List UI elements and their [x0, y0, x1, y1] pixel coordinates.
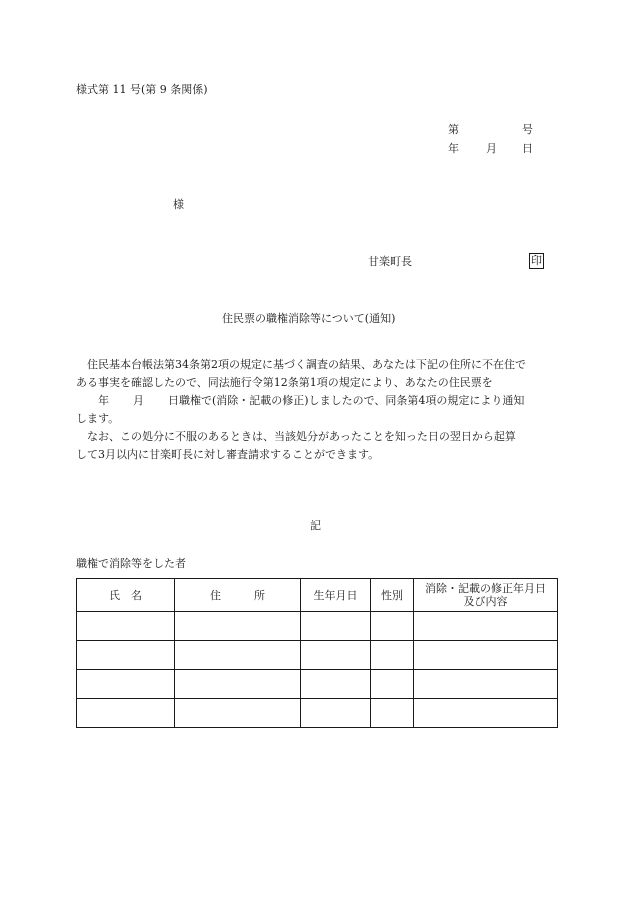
cell-name[interactable] — [77, 612, 175, 641]
cell-gender[interactable] — [371, 641, 414, 670]
date-day-label: 日 — [522, 142, 533, 155]
cell-birthdate[interactable] — [301, 641, 371, 670]
body-line-3-rest: 日職権で(消除・記載の修正)しましたので、同条第4項の規定により通知 — [168, 394, 525, 407]
date-year-label: 年 — [448, 142, 459, 155]
seal-label: 印 — [531, 254, 542, 267]
cell-action[interactable] — [414, 612, 558, 641]
body-line-6: して3月以内に甘楽町長に対し審査請求することができます。 — [76, 448, 380, 461]
table-header-row — [77, 579, 558, 612]
cell-action[interactable] — [414, 699, 558, 728]
body-line-2: ある事実を確認したので、同法施行令第12条第1項の規定により、あなたの住民票を — [76, 376, 493, 389]
cell-birthdate[interactable] — [301, 670, 371, 699]
document-number — [448, 124, 538, 136]
cell-gender[interactable] — [371, 612, 414, 641]
body-line-1: 住民基本台帳法第34条第2項の規定に基づく調査の結果、あなたは下記の住所に不在住で — [87, 358, 526, 371]
cell-name[interactable] — [77, 641, 175, 670]
body-line-3 — [76, 392, 560, 410]
addressee-suffix: 様 — [173, 198, 184, 211]
body-line-4: します。 — [76, 412, 120, 425]
header-action-line-1: 消除・記載の修正年月日 — [425, 582, 546, 595]
table-row — [77, 641, 558, 670]
cell-name[interactable] — [77, 670, 175, 699]
body-line-3-month: 月 — [133, 394, 144, 407]
cell-action[interactable] — [414, 641, 558, 670]
cell-gender[interactable] — [371, 670, 414, 699]
cell-address[interactable] — [175, 641, 301, 670]
header-birthdate: 生年月日 — [301, 579, 371, 612]
date-month-label: 月 — [486, 142, 497, 155]
header-name: 氏 名 — [77, 579, 175, 612]
header-address: 住 所 — [175, 579, 301, 612]
cell-address[interactable] — [175, 699, 301, 728]
cell-address[interactable] — [175, 612, 301, 641]
subject-title: 住民票の職権消除等について(通知) — [222, 312, 396, 325]
header-action — [414, 579, 558, 612]
table-row — [77, 612, 558, 641]
table-row — [77, 699, 558, 728]
notice-body — [76, 356, 560, 464]
body-line-3-year: 年 — [98, 394, 109, 407]
cell-name[interactable] — [77, 699, 175, 728]
table-caption: 職権で消除等をした者 — [76, 557, 186, 570]
header-action-line-2: 及び内容 — [463, 595, 508, 608]
cell-gender[interactable] — [371, 699, 414, 728]
table-row — [77, 670, 558, 699]
cell-action[interactable] — [414, 670, 558, 699]
ki-heading: 記 — [310, 519, 321, 532]
doc-number-suffix: 号 — [522, 123, 533, 136]
removed-persons-table — [76, 578, 558, 728]
seal-mark — [529, 253, 544, 269]
body-line-5: なお、この処分に不服のあるときは、当該処分があったことを知った日の翌日から起算 — [87, 430, 516, 443]
sender-title: 甘楽町長 — [368, 255, 412, 268]
cell-birthdate[interactable] — [301, 612, 371, 641]
document-date — [448, 143, 538, 155]
doc-number-prefix: 第 — [448, 123, 459, 136]
cell-address[interactable] — [175, 670, 301, 699]
header-gender: 性別 — [371, 579, 414, 612]
cell-birthdate[interactable] — [301, 699, 371, 728]
form-code: 様式第 11 号(第 9 条関係) — [76, 83, 208, 96]
